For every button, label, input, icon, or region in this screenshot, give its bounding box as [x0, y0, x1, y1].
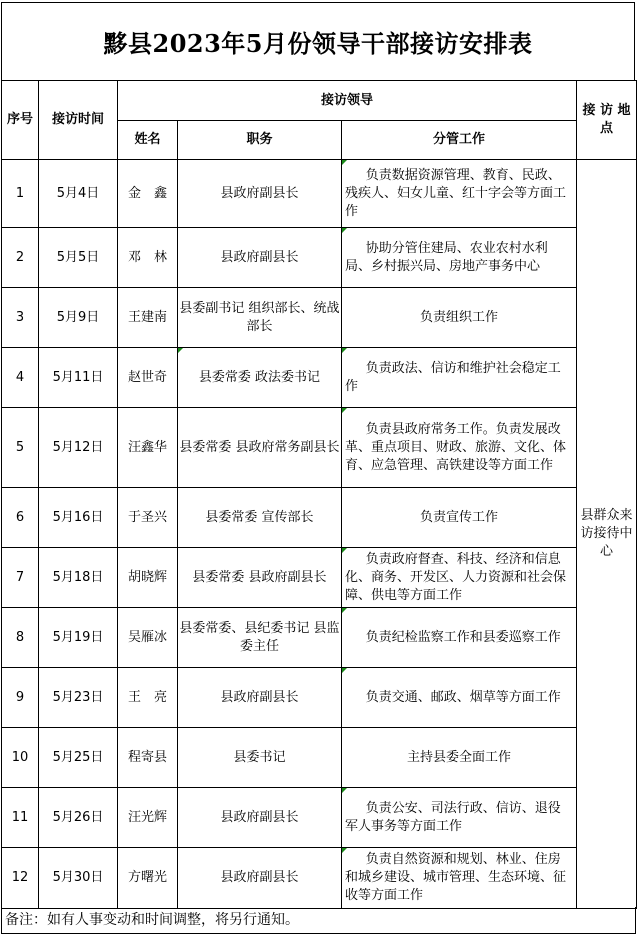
table-row [2, 728, 637, 788]
schedule-table [1, 80, 637, 909]
cell-date: 5月9日 [39, 288, 118, 348]
cell-duty: 负责政府督查、科技、经济和信息化、商务、开发区、人力资源和社会保障、供电等方面工作 [342, 548, 577, 608]
cell-date: 5月12日 [39, 408, 118, 488]
cell-seq: 10 [2, 728, 39, 788]
cell-position: 县政府副县长 [178, 848, 342, 909]
cell-name: 王建南 [118, 288, 178, 348]
cell-date: 5月16日 [39, 488, 118, 548]
cell-position: 县委常委 县政府副县长 [178, 548, 342, 608]
header-seq: 序号 [2, 81, 39, 160]
header-position: 职务 [178, 121, 342, 160]
cell-seq: 7 [2, 548, 39, 608]
cell-seq: 6 [2, 488, 39, 548]
table-row [2, 228, 637, 288]
cell-position: 县委副书记 组织部长、统战部长 [178, 288, 342, 348]
cell-seq: 11 [2, 788, 39, 848]
cell-name: 胡晓辉 [118, 548, 178, 608]
cell-date: 5月5日 [39, 228, 118, 288]
cell-seq: 8 [2, 608, 39, 668]
cell-duty: 负责政法、信访和维护社会稳定工作 [342, 348, 577, 408]
cell-date: 5月25日 [39, 728, 118, 788]
cell-duty: 协助分管住建局、农业农村水利局、乡村振兴局、房地产事务中心 [342, 228, 577, 288]
cell-position: 县政府副县长 [178, 160, 342, 228]
cell-name: 赵世奇 [118, 348, 178, 408]
cell-duty: 负责组织工作 [342, 288, 577, 348]
cell-name: 方曙光 [118, 848, 178, 909]
cell-date: 5月23日 [39, 668, 118, 728]
table-row [2, 288, 637, 348]
table-row [2, 348, 637, 408]
cell-position: 县委书记 [178, 728, 342, 788]
cell-date: 5月19日 [39, 608, 118, 668]
cell-name: 汪光辉 [118, 788, 178, 848]
cell-date: 5月11日 [39, 348, 118, 408]
cell-duty: 负责自然资源和规划、林业、住房和城乡建设、城市管理、生态环境、征收等方面工作 [342, 848, 577, 909]
cell-name: 王 亮 [118, 668, 178, 728]
cell-name: 吴雁冰 [118, 608, 178, 668]
table-row [2, 788, 637, 848]
document-title: 黟县2023年5月份领导干部接访安排表 [1, 2, 635, 80]
header-duty: 分管工作 [342, 121, 577, 160]
table-row [2, 408, 637, 488]
cell-name: 金 鑫 [118, 160, 178, 228]
cell-seq: 3 [2, 288, 39, 348]
cell-position: 县委常委、县纪委书记 县监委主任 [178, 608, 342, 668]
cell-seq: 9 [2, 668, 39, 728]
cell-seq: 1 [2, 160, 39, 228]
header-time: 接访时间 [39, 81, 118, 160]
cell-name: 程寄县 [118, 728, 178, 788]
cell-date: 5月4日 [39, 160, 118, 228]
cell-seq: 4 [2, 348, 39, 408]
cell-name: 汪鑫华 [118, 408, 178, 488]
cell-seq: 5 [2, 408, 39, 488]
cell-duty: 负责交通、邮政、烟草等方面工作 [342, 668, 577, 728]
cell-duty: 负责纪检监察工作和县委巡察工作 [342, 608, 577, 668]
cell-duty: 负责宣传工作 [342, 488, 577, 548]
cell-seq: 2 [2, 228, 39, 288]
cell-position: 县政府副县长 [178, 788, 342, 848]
cell-position: 县委常委 政法委书记 [178, 348, 342, 408]
cell-duty: 负责公安、司法行政、信访、退役军人事务等方面工作 [342, 788, 577, 848]
cell-position: 县政府副县长 [178, 228, 342, 288]
cell-duty: 负责县政府常务工作。负责发展改革、重点项目、财政、旅游、文化、体育、应急管理、高铁建设等方面工作 [342, 408, 577, 488]
cell-name: 邓 林 [118, 228, 178, 288]
cell-date: 5月18日 [39, 548, 118, 608]
cell-name: 于圣兴 [118, 488, 178, 548]
cell-position: 县委常委 县政府常务副县长 [178, 408, 342, 488]
cell-date: 5月30日 [39, 848, 118, 909]
cell-duty: 主持县委全面工作 [342, 728, 577, 788]
location-cell: 县群众来访接待中心 [577, 160, 637, 909]
cell-seq: 12 [2, 848, 39, 909]
table-row [2, 608, 637, 668]
header-name: 姓名 [118, 121, 178, 160]
header-location: 接 访 地 点 [577, 81, 637, 160]
header-leader-group: 接访领导 [118, 81, 577, 121]
table-row [2, 848, 637, 909]
table-row [2, 160, 637, 228]
table-row [2, 488, 637, 548]
table-row [2, 548, 637, 608]
table-row [2, 668, 637, 728]
cell-date: 5月26日 [39, 788, 118, 848]
cell-duty: 负责数据资源管理、教育、民政、残疾人、妇女儿童、红十字会等方面工作 [342, 160, 577, 228]
footnote: 备注：如有人事变动和时间调整，将另行通知。 [1, 907, 636, 934]
cell-position: 县委常委 宣传部长 [178, 488, 342, 548]
cell-position: 县政府副县长 [178, 668, 342, 728]
